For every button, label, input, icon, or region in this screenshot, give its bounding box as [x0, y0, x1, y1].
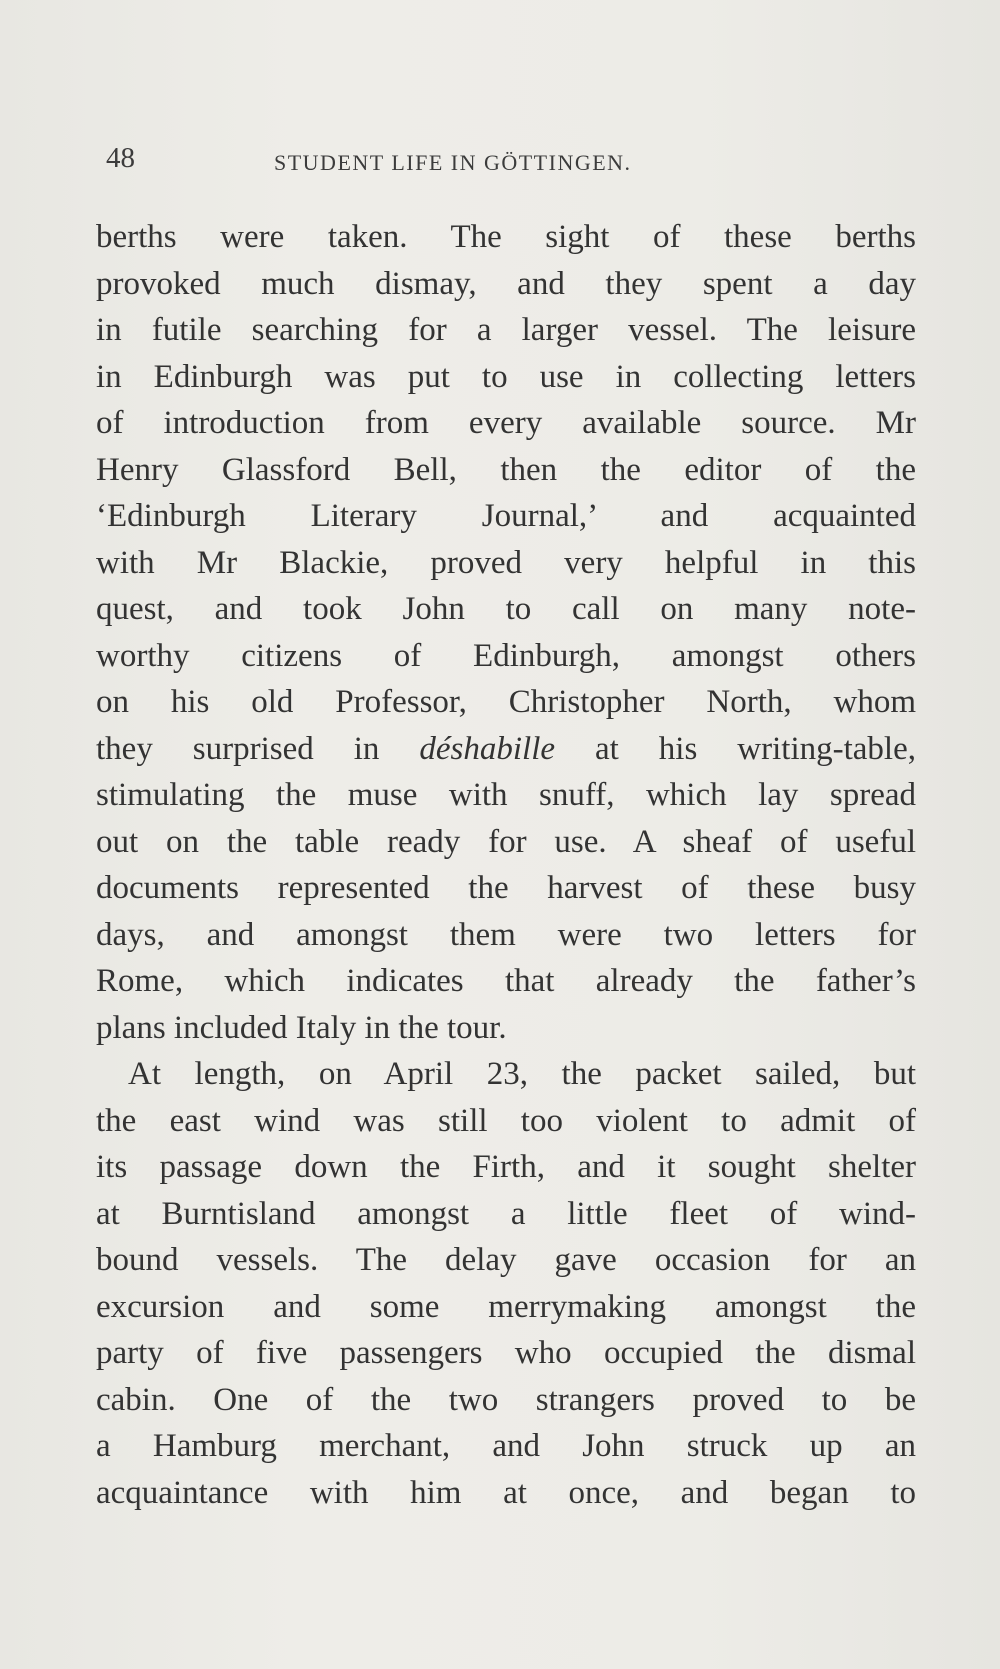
- text-line: on his old Professor, Christopher North, whom: [96, 684, 916, 720]
- text-line: plans included Italy in the tour.: [96, 1009, 507, 1046]
- text-line: documents represented the harvest of these busy: [96, 870, 916, 906]
- text-line: worthy citizens of Edinburgh, amongst others: [96, 637, 916, 674]
- text-line: acquaintance with him at once, and began to: [96, 1474, 916, 1511]
- text-line: at Burntisland amongst a little fleet of wind-: [96, 1195, 916, 1232]
- text-line: Rome, which indicates that already the father’s: [96, 963, 916, 999]
- text-run: at his writing-table,: [555, 730, 916, 767]
- text-line: berths were taken. The sight of these berths: [96, 219, 916, 255]
- text-line: ‘Edinburgh Literary Journal,’ and acquainted: [96, 498, 916, 534]
- paragraph-1: [96, 214, 916, 1051]
- text-line: At length, on April 23, the packet sailed, but: [128, 1056, 916, 1092]
- text-line: with Mr Blackie, proved very helpful in this: [96, 544, 916, 581]
- text-line: quest, and took John to call on many note-: [96, 591, 916, 627]
- text-line: out on the table ready for use. A sheaf of useful: [96, 823, 916, 860]
- text-line: Henry Glassford Bell, then the editor of the: [96, 451, 916, 488]
- text-line: of introduction from every available source. Mr: [96, 405, 916, 441]
- running-title: STUDENT LIFE IN GÖTTINGEN.: [274, 150, 632, 175]
- page-header: [106, 142, 866, 182]
- text-line: bound vessels. The delay gave occasion for an: [96, 1242, 916, 1278]
- text-line-with-italic: [96, 726, 916, 773]
- paragraph-2: [96, 1051, 916, 1516]
- text-run: they surprised in: [96, 730, 420, 767]
- text-line: party of five passengers who occupied the dismal: [96, 1335, 916, 1371]
- text-line: the east wind was still too violent to admit of: [96, 1102, 916, 1139]
- text-line: a Hamburg merchant, and John struck up an: [96, 1428, 916, 1464]
- text-line: in Edinburgh was put to use in collecting letters: [96, 358, 916, 395]
- text-line: its passage down the Firth, and it sought shelter: [96, 1149, 916, 1185]
- text-line: provoked much dismay, and they spent a day: [96, 265, 916, 302]
- text-line: cabin. One of the two strangers proved to be: [96, 1381, 916, 1418]
- text-line: excursion and some merrymaking amongst the: [96, 1288, 916, 1325]
- text-line: days, and amongst them were two letters for: [96, 916, 916, 953]
- body-text: [96, 214, 916, 1516]
- text-line: stimulating the muse with snuff, which lay spread: [96, 777, 916, 813]
- italic-word: déshabille: [419, 730, 556, 767]
- text-line: in futile searching for a larger vessel. The leisure: [96, 312, 916, 348]
- page-number: 48: [106, 142, 135, 174]
